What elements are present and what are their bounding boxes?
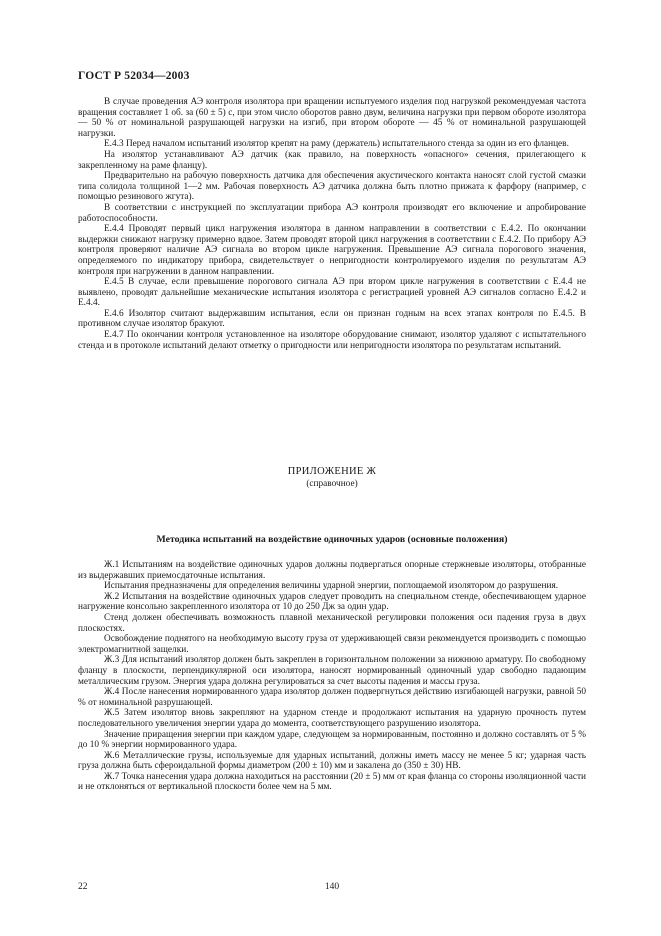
paragraph-e4-4: Е.4.4 Проводят первый цикл нагружения изолятора в данном направлении в соответствии с Е.4.2. По окончании выдержки снижают нагрузку примерно вдвое. Затем проводят второй цикл нагружения в соответствии с Е.4.2. По прибору АЭ контроля проверяют наличие АЭ сигнала во втором цикле нагружения. Превышение АЭ сигнала порогового значения, определяемого по индикатору прибора, свидетельствует о непригодности контролируемого изделия по результатам АЭ контроля при нагружении в данном направлении. [78, 224, 586, 277]
section-zh-text [78, 560, 586, 793]
paragraph-e4-3: Е.4.3 Перед началом испытаний изолятор крепят на раму (держатель) испытательного стенда за один из его фланцев. [104, 139, 569, 150]
paragraph-zh-5: Ж.5 Затем изолятор вновь закрепляют на ударном стенде и продолжают испытания на ударную прочность путем последовательного увеличения энергии удара до момента, соответствующего разрушению изолятора. [78, 708, 586, 729]
document-page [78, 0, 586, 936]
paragraph-zh-6: Ж.6 Металлические грузы, используемые для ударных испытаний, должны иметь массу не менее 5 кг; ударная часть груза должна быть сфероидальной формы диаметром (200 ± 10) мм и закалена до (350 ± 30) НВ. [78, 750, 586, 772]
paragraph: На изолятор устанавливают АЭ датчик (как правило, на поверхность «опасного» сечения, прилегающего к закрепленному на раме фланцу). [78, 149, 586, 171]
paragraph-zh-4: Ж.4 После нанесения нормированного удара изолятор должен подвергнуться действию изгибающей нагрузки, равной 50 % от номинальной разрушающей. [78, 687, 586, 708]
method-heading: Методика испытаний на воздействие одиночных ударов (основные положения) [156, 534, 508, 545]
paragraph: В соответствии с инструкцией по эксплуатации прибора АЭ контроля производят его включение и апробирование работоспособности. [78, 202, 586, 224]
paragraph-e4-5: Е.4.5 В случае, если превышение порогового сигнала АЭ при втором цикле нагружения в соответствии с Е.4.4 не выявлено, проводят дальнейшие механические испытания изолятора с регистрацией уровней АЭ сигналов согласно Е.4.2 и Е.4.4. [78, 277, 586, 309]
appendix-header [78, 465, 586, 491]
paragraph-zh-7: Ж.7 Точка нанесения удара должна находиться на расстоянии (20 ± 5) мм от края фланца со стороны изоляционной части и не отклоняться от вертикальной плоскости более чем на 5 мм. [78, 771, 586, 793]
paragraph: Стенд должен обеспечивать возможность плавной механической регулировки положения оси падения груза в двух плоскостях. [78, 612, 586, 634]
appendix-subtitle: (справочное) [306, 479, 358, 489]
paragraph-e4-7: Е.4.7 По окончании контроля установленное на изоляторе оборудование снимают, изолятор удаляют с испытательного стенда и в протоколе испытаний делают отметку о пригодности или непригодности изолятора по результатам испытаний. [78, 330, 586, 351]
paragraph: Предварительно на рабочую поверхность датчика для обеспечения акустического контакта наносят слой густой смазки типа солидола толщиной 1—2 мм. Рабочая поверхность АЭ датчика должна быть плотно прижата к фарфору (например, с помощью резинового жгута). [78, 171, 586, 203]
appendix-title: ПРИЛОЖЕНИЕ Ж [287, 466, 377, 477]
paragraph-e4-6: Е.4.6 Изолятор считают выдержавшим испытания, если он признан годным на всех этапах контроля по Е.4.5. В противном случае изолятор бракуют. [78, 308, 586, 330]
paragraph: Освобождение поднятого на необходимую высоту груза от удерживающей связи рекомендуется производить с помощью электромагнитной защелки. [78, 634, 586, 655]
paragraph-zh-2: Ж.2 Испытания на воздействие одиночных ударов следует проводить на специальном стенде, обеспечивающем ударное нагружение консольно закрепленного изолятора от 10 до 250 Дж за один удар. [78, 591, 586, 613]
paragraph-zh-3: Ж.3 Для испытаний изолятор должен быть закреплен в горизонтальном положении за нижнюю арматуру. По свободному фланцу в плоскости, перпендикулярной оси изолятора, наносят нормированный одиночный удар свободно падающим металлическим грузом. Энергия удара должна регулироваться за счет высоты падения и массы груза. [78, 655, 586, 687]
paragraph-zh-1: Ж.1 Испытаниям на воздействие одиночных ударов должны подвергаться опорные стержневые изоляторы, отобранные из выдержавших приемосдаточные испытания. [78, 560, 586, 581]
paragraph: Испытания предназначены для определения величины ударной энергии, поглощаемой изолятором до разрушения. [104, 581, 559, 592]
page-number-left: 22 [78, 882, 88, 892]
section-e4-text [78, 97, 586, 351]
paragraph: В случае проведения АЭ контроля изолятора при вращении испытуемого изделия под нагрузкой рекомендуемая частота вращения составляет 1 об. за (60 ± 5) с, при этом число оборотов равно двум, величина нагрузки при первом обороте изолятора — 50 % от номинальной разрушающей нагрузки на изгиб, при втором обороте — 45 % от номинальной разрушающей нагрузки. [78, 97, 586, 139]
page-number-center: 140 [324, 882, 340, 892]
document-code-header: ГОСТ Р 52034—2003 [78, 70, 190, 82]
paragraph: Значение приращения энергии при каждом ударе, следующем за нормированным, постоянно и должно составлять от 5 % до 10 % энергии нормированного удара. [78, 729, 586, 751]
